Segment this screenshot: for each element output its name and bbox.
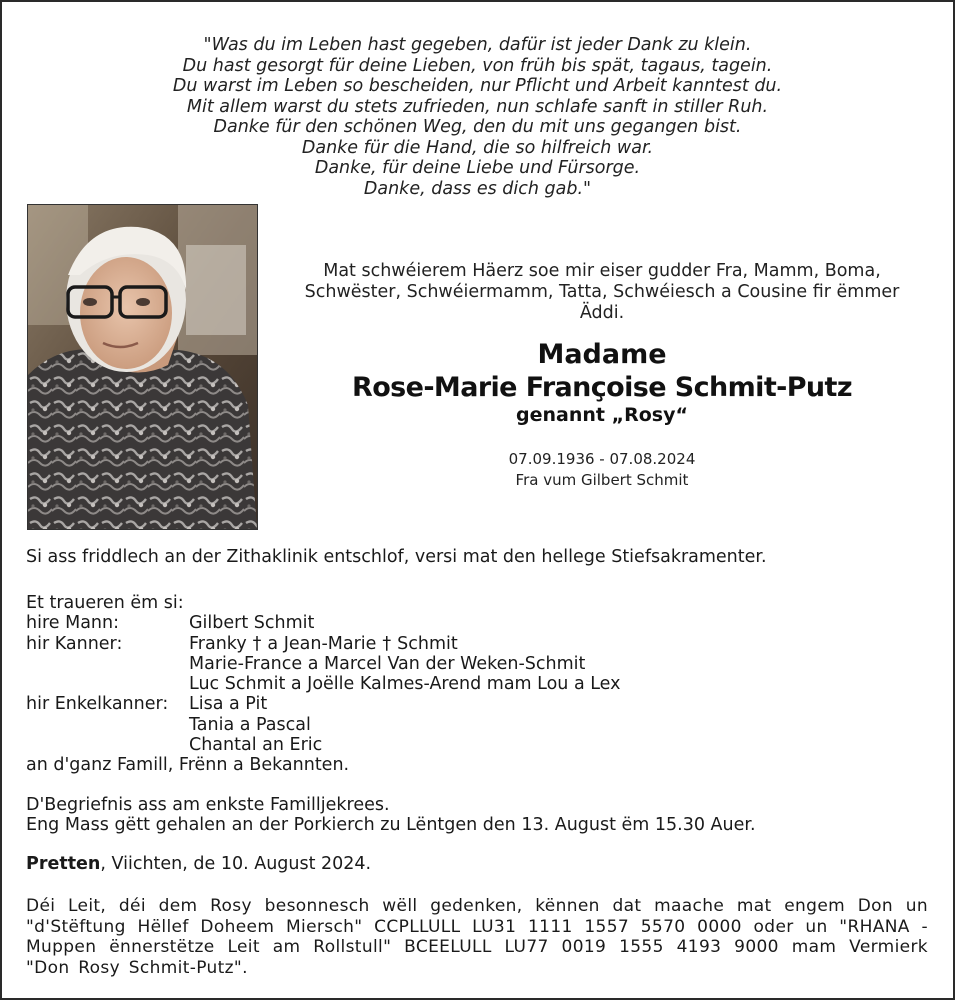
life-details: [272, 449, 932, 491]
child-name: Franky: [189, 633, 247, 654]
death-statement: [26, 547, 936, 567]
poem-line: "Was du im Leben hast gegeben, dafür ist jeder Dank zu klein.: [203, 35, 752, 55]
honorific-title: Madame: [537, 339, 667, 370]
children-row: [26, 654, 936, 674]
funeral-line: Eng Mass gëtt gehalen an der Porkierch zu Lëntgen den 13. August ëm 15.30 Auer.: [26, 815, 756, 836]
life-dates: 07.09.1936 - 07.08.2024: [508, 450, 696, 468]
husband-name: Gilbert Schmit: [189, 613, 315, 634]
mourners-list: [26, 593, 936, 776]
deceased-name: Rose-Marie Françoise Schmit-Putz: [352, 372, 852, 403]
child-name: a Jean-Marie: [267, 633, 377, 654]
poem-line: Danke für den schönen Weg, den du mit uns gegangen bist.: [213, 117, 742, 137]
grandchild-pair: Chantal an Eric: [189, 735, 323, 756]
poem-line: Du warst im Leben so bescheiden, nur Pflicht und Arbeit kanntest du.: [172, 76, 783, 96]
spouse-line: Fra vum Gilbert Schmit: [515, 471, 689, 489]
grandchildren-row: [26, 735, 936, 755]
grandchildren-row: [26, 694, 936, 714]
child-surname: Schmit: [397, 633, 458, 654]
intro-line: Äddi.: [579, 303, 625, 323]
poem-line: Danke, für deine Liebe und Fürsorge.: [314, 158, 641, 178]
deceased-nickname: genannt „Rosy“: [516, 404, 688, 426]
poem-line: Mit allem warst du stets zufrieden, nun schlafe sanft in stiller Ruh.: [186, 96, 769, 117]
grandchild-pair: Lisa a Pit: [189, 694, 268, 715]
poem-line: Du hast gesorgt für deine Lieben, von früh bis spät, tagaus, tagein.: [182, 55, 773, 76]
death-statement-text: Si ass friddlech an der Zithaklinik entschlof, versi mat den hellege Stiefsakramenter.: [26, 547, 767, 567]
dagger-icon: †: [252, 633, 262, 654]
children-row: [26, 674, 936, 694]
place-rest: , Viichten, de 10. August 2024.: [100, 854, 372, 874]
funeral-line: D'Begriefnis ass am enkste Familljekrees.: [26, 795, 390, 815]
grandchildren-row: [26, 715, 936, 735]
poem-line: Danke für die Hand, die so hilfreich war.: [301, 137, 654, 158]
place-bold: Pretten: [26, 854, 101, 874]
mourners-heading: Et traueren ëm si:: [26, 593, 184, 613]
grandchildren-label: hir Enkelkanner:: [26, 694, 169, 715]
intro-line: Schwëster, Schwéiermamm, Tatta, Schwéiesch a Cousine fir ëmmer: [304, 282, 900, 302]
funeral-info: [26, 795, 936, 836]
farewell-intro: [272, 261, 932, 324]
grandchild-pair: Tania a Pascal: [189, 714, 311, 735]
poem-line: Danke, dass es dich gab.": [363, 178, 592, 199]
mourners-closing: an d'ganz Famill, Frënn a Bekannten.: [26, 755, 350, 776]
children-row: [26, 634, 936, 654]
child-family: Marie-France a Marcel Van der Weken-Schmit: [189, 653, 586, 674]
child-family: Luc Schmit a Joëlle Kalmes-Arend mam Lou a Lex: [189, 674, 621, 695]
children-label: hir Kanner:: [26, 633, 123, 654]
husband-row: [26, 613, 936, 633]
intro-line: Mat schwéierem Häerz soe mir eiser gudder Fra, Mamm, Boma,: [323, 261, 881, 281]
donation-text: Déi Leit, déi dem Rosy besonnesch wëll gedenken, kënnen dat maache mat engem Don un "d'Stëftung Hëllef Doheem Miersch" CCPLLULL LU31 1111 1557 5570 0000 oder un "RHANA - Muppen ënnerstëtze Leit am Rollstull" BCEELULL LU77 0019 1555 4193 9000 mam Vermierk "Don Rosy Schmit-Putz".: [26, 896, 928, 978]
dagger-icon: †: [382, 633, 392, 654]
memorial-poem: [2, 35, 953, 199]
place-date: [26, 854, 936, 874]
husband-label: hire Mann:: [26, 613, 119, 634]
portrait-photo: [27, 204, 258, 530]
